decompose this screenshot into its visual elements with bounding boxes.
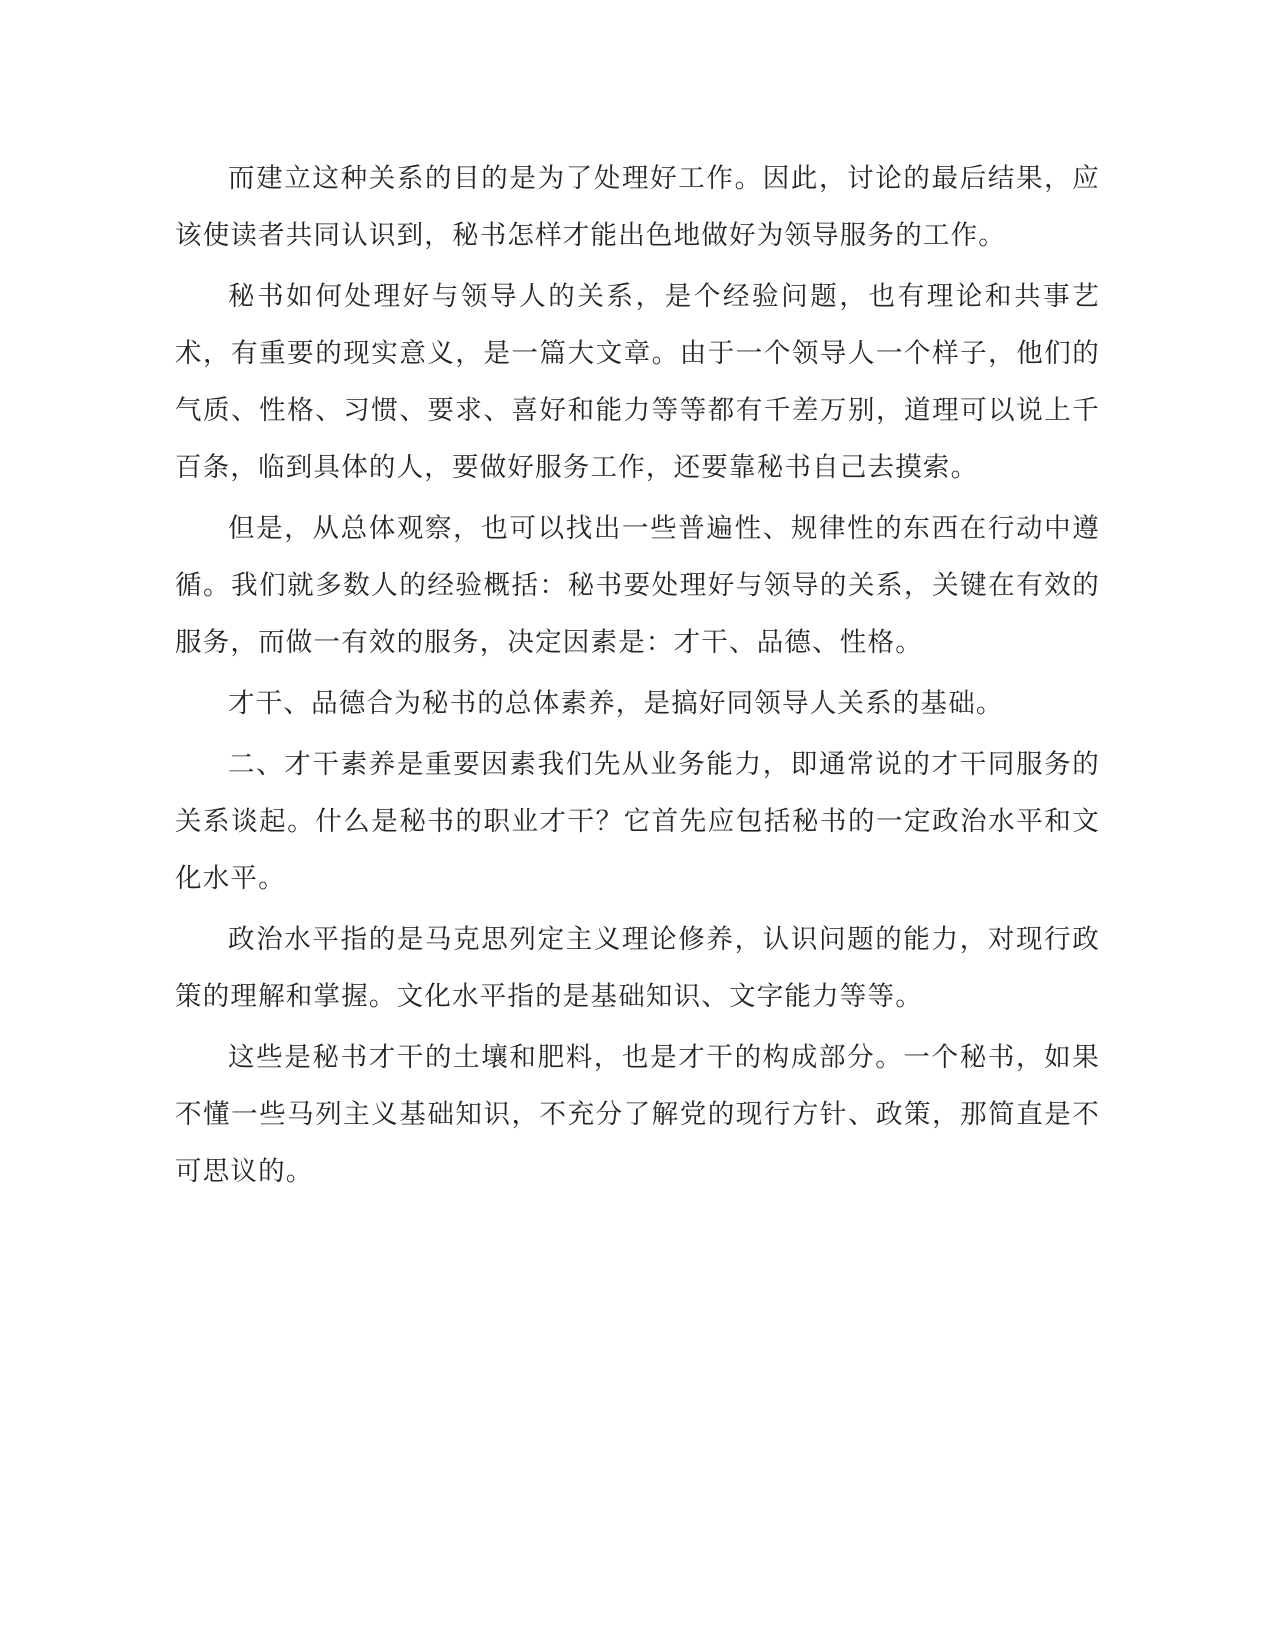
paragraph: 二、才干素养是重要因素我们先从业务能力，即通常说的才干同服务的关系谈起。什么是秘书的职业才干？它首先应包括秘书的一定政治水平和文化水平。 (175, 749, 1100, 893)
paragraph: 秘书如何处理好与领导人的关系，是个经验问题，也有理论和共事艺术，有重要的现实意义，是一篇大文章。由于一个领导人一个样子，他们的气质、性格、习惯、要求、喜好和能力等等都有千差万别，道理可以说上千百条，临到具体的人，要做好服务工作，还要靠秘书自己去摸索。 (175, 281, 1100, 482)
paragraph: 政治水平指的是马克思列定主义理论修养，认识问题的能力，对现行政策的理解和掌握。文化水平指的是基础知识、文字能力等等。 (175, 924, 1100, 1011)
paragraph: 才干、品德合为秘书的总体素养，是搞好同领导人关系的基础。 (228, 688, 1004, 718)
document-body (175, 150, 1100, 1200)
paragraph: 但是，从总体观察，也可以找出一些普遍性、规律性的东西在行动中遵循。我们就多数人的经验概括：秘书要处理好与领导的关系，关键在有效的服务，而做一有效的服务，决定因素是：才干、品德、性格。 (175, 513, 1100, 657)
paragraph: 这些是秘书才干的土壤和肥料，也是才干的构成部分。一个秘书，如果不懂一些马列主义基础知识，不充分了解党的现行方针、政策，那简直是不可思议的。 (175, 1042, 1100, 1186)
paragraph: 而建立这种关系的目的是为了处理好工作。因此，讨论的最后结果，应该使读者共同认识到，秘书怎样才能出色地做好为领导服务的工作。 (175, 163, 1100, 250)
